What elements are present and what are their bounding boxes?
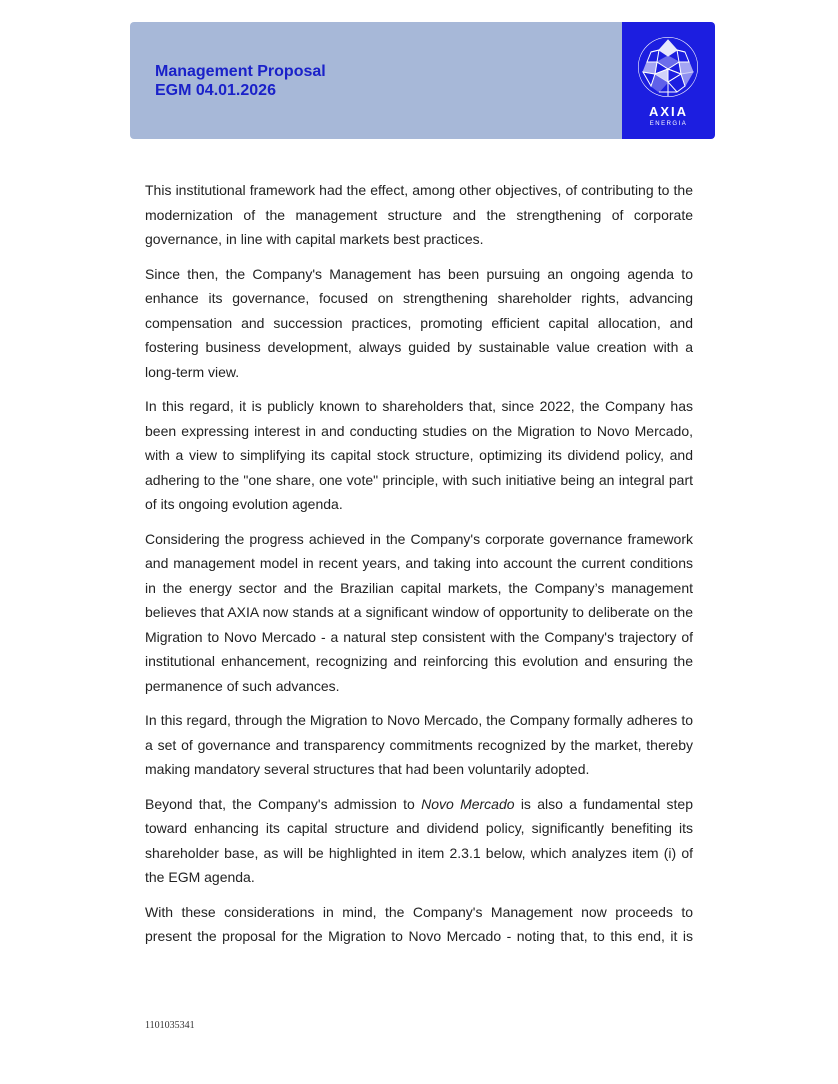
paragraph-6-end: is also a fundamental step toward enhancing its capital structure and dividend policy, significantly benefiting its shareholder base, as will be highlighted in item 2.3.1 below, which analyzes item (i) of the EGM agenda. — [145, 795, 693, 885]
axia-logo — [622, 22, 715, 139]
paragraph-6-start: Beyond that, the Company's admission to — [145, 795, 422, 812]
paragraph-6 — [145, 792, 693, 890]
document-body — [145, 178, 693, 959]
novo-mercado-italic: Novo Mercado — [421, 795, 515, 812]
logo-name: AXIA — [648, 104, 689, 119]
title-line-proposal: Management Proposal — [155, 63, 326, 80]
globe-icon — [637, 36, 699, 98]
title-line-egm-date: EGM 04.01.2026 — [155, 82, 276, 99]
paragraph-1: This institutional framework had the effect, among other objectives, of contributing to the modernization of the management structure and the strengthening of corporate governance, in line with capital markets best practices. — [145, 182, 693, 247]
paragraph-7: With these considerations in mind, the Company's Management now proceeds to present the proposal for the Migration to Novo Mercado - noting that, to this end, it is — [145, 903, 693, 944]
paragraph-3: In this regard, it is publicly known to shareholders that, since 2022, the Company has been expressing interest in and conducting studies on the Migration to Novo Mercado, with a view to simplifying its capital stock structure, optimizing its dividend policy, and adhering to the "one share, one vote" principle, with such initiative being an integral part of its ongoing evolution agenda. — [145, 398, 693, 512]
paragraph-4: Considering the progress achieved in the Company's corporate governance framework and management model in recent years, and taking into account the current conditions in the energy sector and the Brazilian capital markets, the Company’s management believes that AXIA now stands at a significant window of opportunity to deliberate on the Migration to Novo Mercado - a natural step consistent with the Company's trajectory of institutional enhancement, recognizing and reinforcing this evolution and ensuring the permanence of such advances. — [145, 530, 693, 694]
document-title — [155, 62, 326, 100]
document-id: 1101035341 — [145, 1020, 195, 1031]
logo-subtitle: ENERGIA — [649, 121, 688, 127]
paragraph-5: In this regard, through the Migration to Novo Mercado, the Company formally adheres to a set of governance and transparency commitments recognized by the market, thereby making mandatory several structures that had been voluntarily adopted. — [145, 712, 693, 777]
paragraph-2: Since then, the Company's Management has been pursuing an ongoing agenda to enhance its governance, focused on strengthening shareholder rights, advancing compensation and succession practices, promoting efficient capital allocation, and fostering business development, always guided by sustainable value creation with a long-term view. — [145, 265, 693, 380]
